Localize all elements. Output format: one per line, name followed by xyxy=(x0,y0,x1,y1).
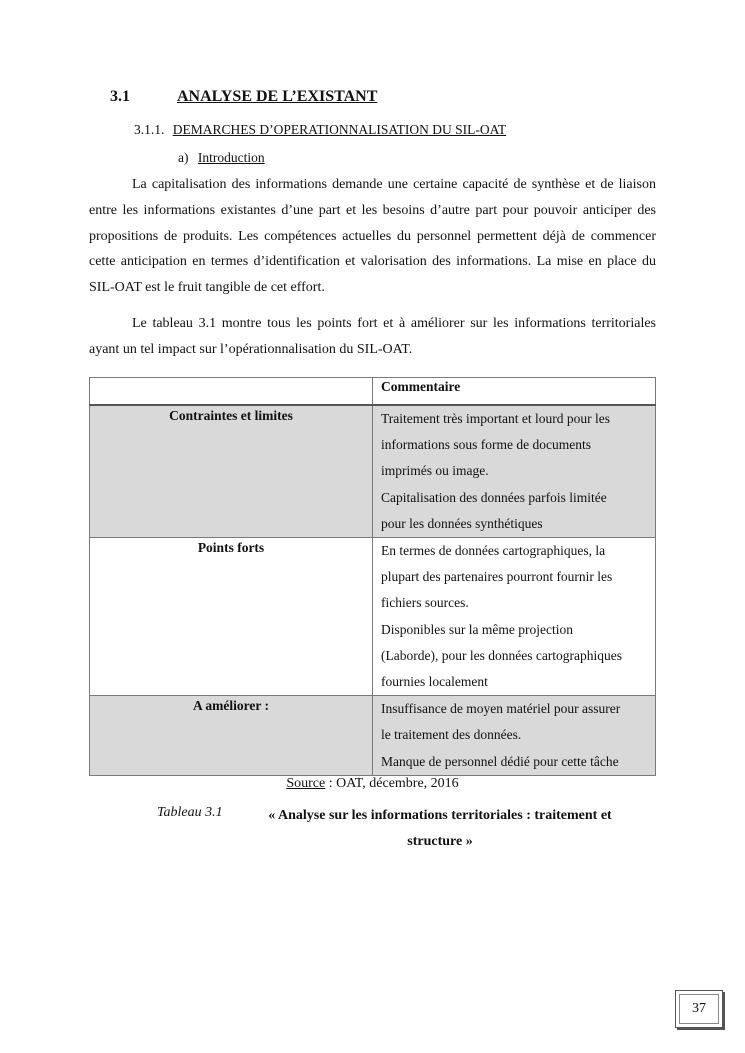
table-caption xyxy=(248,803,632,855)
table-intro-paragraph: Le tableau 3.1 montre tous les points fort et à améliorer sur les informations territoriales ayant un tel impact sur l’opérationnalisation du SIL-OAT. xyxy=(89,316,656,357)
comment-line: fournies localement xyxy=(381,674,488,690)
comment-line: le traitement des données. xyxy=(381,727,522,743)
comment-line: fichiers sources. xyxy=(381,595,469,611)
comment-line: (Laborde), pour les données cartographiques xyxy=(381,647,623,663)
table-header-comment: Commentaire xyxy=(373,378,656,406)
section-title: ANALYSE DE L’EXISTANT xyxy=(177,88,378,105)
page-number-text: 37 xyxy=(692,1001,706,1016)
source-label: Source xyxy=(286,776,326,791)
subsection-heading xyxy=(134,122,506,138)
row-comment xyxy=(373,696,656,776)
table-header-row xyxy=(90,378,656,406)
comment-line: Insuffisance de moyen matériel pour assurer xyxy=(381,701,621,717)
comment-line: Traitement très important et lourd pour les xyxy=(381,411,610,426)
comment-line: Capitalisation des données parfois limitée xyxy=(381,489,607,505)
row-label: Contraintes et limites xyxy=(90,405,373,538)
source-text: : OAT, décembre, 2016 xyxy=(325,776,459,791)
row-label: A améliorer : xyxy=(90,696,373,776)
comment-line: Disponibles sur la même projection xyxy=(381,621,573,637)
analysis-table xyxy=(89,377,656,776)
section-number: 3.1 xyxy=(110,88,130,105)
table-row xyxy=(90,696,656,776)
comment-line: plupart des partenaires pourront fournir les xyxy=(381,569,613,585)
row-comment xyxy=(373,538,656,696)
subsubsection-title: Introduction xyxy=(197,150,265,165)
row-label: Points forts xyxy=(90,538,373,696)
table-source xyxy=(0,776,745,792)
comment-line: informations sous forme de documents xyxy=(381,437,591,453)
caption-line: structure » xyxy=(407,834,473,849)
table-row xyxy=(90,405,656,538)
caption-label: Tableau 3.1 xyxy=(157,805,223,820)
comment-line: Manque de personnel dédié pour cette tâche xyxy=(381,753,619,769)
subsection-number: 3.1.1. xyxy=(134,122,165,137)
subsection-title: DEMARCHES D’OPERATIONNALISATION DU SIL-OAT xyxy=(172,122,507,137)
subsubsection-marker: a) xyxy=(178,150,189,165)
intro-paragraph: La capitalisation des informations demande une certaine capacité de synthèse et de liaison entre les informations existantes d’une part et les besoins d’autre part pour pouvoir anticiper des propositions de produits. Les compétences actuelles du personnel permettent déjà de commencer cette anticipation en termes d’identification et valorisation des informations. La mise en place du SIL-OAT est le fruit tangible de cet effort. xyxy=(89,177,656,296)
row-comment xyxy=(373,405,656,538)
comment-line: pour les données synthétiques xyxy=(381,515,543,531)
caption-line: « Analyse sur les informations territoriales : traitement et xyxy=(268,808,612,823)
page-number xyxy=(675,990,723,1028)
table-row xyxy=(90,538,656,696)
table-header-empty xyxy=(90,378,373,406)
comment-line: En termes de données cartographiques, la xyxy=(381,543,606,559)
subsubsection-heading xyxy=(178,150,265,166)
comment-line: imprimés ou image. xyxy=(381,463,489,479)
